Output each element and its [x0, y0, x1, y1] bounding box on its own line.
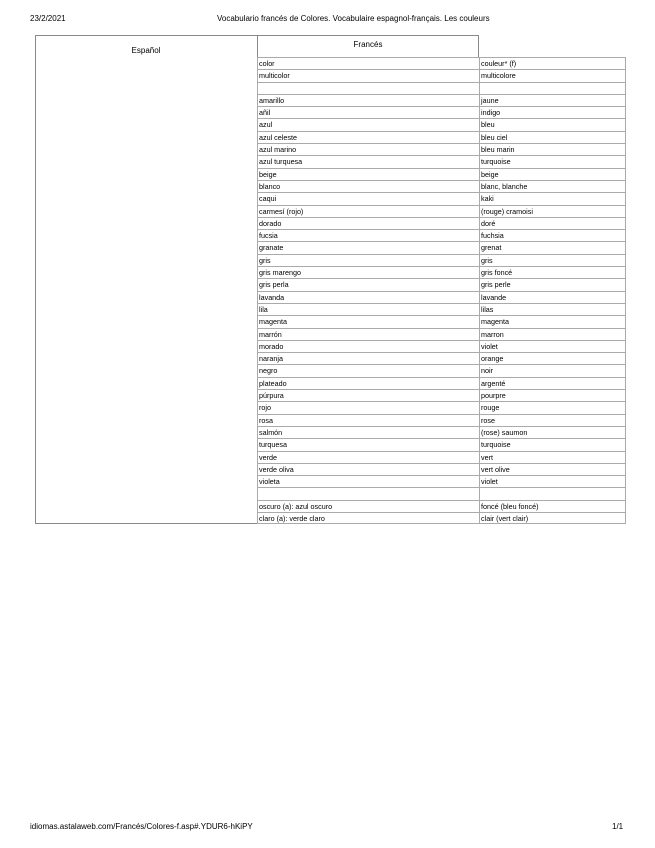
column-header-french: Francés — [353, 40, 383, 49]
table-row — [257, 118, 626, 130]
page-number: 1/1 — [612, 822, 624, 831]
spanish-term: gris perla — [257, 278, 479, 290]
french-term: jaune — [479, 94, 626, 106]
french-term: pourpre — [479, 389, 626, 401]
table-row — [257, 377, 626, 389]
french-term: rouge — [479, 401, 626, 413]
spanish-term: marrón — [257, 328, 479, 340]
table-row — [257, 254, 626, 266]
table-row — [257, 168, 626, 180]
spanish-term: rosa — [257, 414, 479, 426]
table-row — [257, 217, 626, 229]
french-term: (rouge) cramoisi — [479, 205, 626, 217]
spanish-term: azul celeste — [257, 131, 479, 143]
spanish-term: salmón — [257, 426, 479, 438]
french-term: orange — [479, 352, 626, 364]
table-row — [257, 364, 626, 376]
spanish-term: verde — [257, 451, 479, 463]
table-row — [257, 328, 626, 340]
french-term: marron — [479, 328, 626, 340]
french-term: argenté — [479, 377, 626, 389]
table-header — [35, 35, 626, 57]
column-header-spanish: Español — [131, 46, 161, 55]
spanish-term: oscuro (a): azul oscuro — [257, 500, 479, 512]
spanish-term: turquesa — [257, 438, 479, 450]
table-row — [257, 512, 626, 524]
french-term — [479, 82, 626, 94]
spanish-term: verde oliva — [257, 463, 479, 475]
french-term: bleu — [479, 118, 626, 130]
print-date: 23/2/2021 — [30, 14, 66, 23]
table-row — [257, 340, 626, 352]
table-row — [257, 205, 626, 217]
spanish-term: gris marengo — [257, 266, 479, 278]
page-title: Vocabulario francés de Colores. Vocabulaire espagnol-français. Les couleurs — [217, 14, 490, 23]
spanish-term: color — [257, 57, 479, 69]
french-term: vert — [479, 451, 626, 463]
table-row — [257, 414, 626, 426]
french-term: (rose) saumon — [479, 426, 626, 438]
table-row — [257, 291, 626, 303]
french-term: gris — [479, 254, 626, 266]
spanish-term: naranja — [257, 352, 479, 364]
spanish-term: carmesí (rojo) — [257, 205, 479, 217]
table-row — [257, 426, 626, 438]
table-row — [257, 451, 626, 463]
spanish-term: multicolor — [257, 69, 479, 81]
table-row — [257, 266, 626, 278]
table-row — [257, 94, 626, 106]
table-row — [257, 241, 626, 253]
french-term: bleu ciel — [479, 131, 626, 143]
spanish-term: añil — [257, 106, 479, 118]
spanish-term — [257, 487, 479, 499]
spanish-term: morado — [257, 340, 479, 352]
french-term — [479, 487, 626, 499]
spanish-term: blanco — [257, 180, 479, 192]
french-term: lilas — [479, 303, 626, 315]
french-term: turquoise — [479, 155, 626, 167]
french-term: noir — [479, 364, 626, 376]
french-term: multicolore — [479, 69, 626, 81]
french-term: violet — [479, 340, 626, 352]
french-term: gris foncé — [479, 266, 626, 278]
table-row — [257, 463, 626, 475]
french-term: indigo — [479, 106, 626, 118]
spanish-term: azul turquesa — [257, 155, 479, 167]
table-row — [257, 143, 626, 155]
table-row — [257, 389, 626, 401]
spanish-term: plateado — [257, 377, 479, 389]
spanish-term: beige — [257, 168, 479, 180]
table-row — [257, 131, 626, 143]
french-term: blanc, blanche — [479, 180, 626, 192]
spanish-term: claro (a): verde claro — [257, 512, 479, 524]
table-row — [257, 278, 626, 290]
french-term: foncé (bleu foncé) — [479, 500, 626, 512]
table-body — [35, 57, 626, 524]
table-row — [257, 192, 626, 204]
table-row — [257, 315, 626, 327]
spanish-term: púrpura — [257, 389, 479, 401]
spanish-term: amarillo — [257, 94, 479, 106]
spanish-column-blank — [35, 57, 257, 524]
french-term: lavande — [479, 291, 626, 303]
spanish-term: granate — [257, 241, 479, 253]
spanish-term: violeta — [257, 475, 479, 487]
spanish-term: lavanda — [257, 291, 479, 303]
source-url: idiomas.astalaweb.com/Francés/Colores-f.asp#.YDUR6-hKiPY — [30, 822, 253, 831]
spanish-term: fucsia — [257, 229, 479, 241]
spanish-term: negro — [257, 364, 479, 376]
french-term: bleu marin — [479, 143, 626, 155]
french-term: beige — [479, 168, 626, 180]
french-term: fuchsia — [479, 229, 626, 241]
french-term: grenat — [479, 241, 626, 253]
spanish-term: azul — [257, 118, 479, 130]
table-row — [257, 500, 626, 512]
table-row — [257, 352, 626, 364]
french-term: clair (vert clair) — [479, 512, 626, 524]
french-term: violet — [479, 475, 626, 487]
table-row — [257, 82, 626, 94]
table-row — [257, 229, 626, 241]
table-row — [257, 303, 626, 315]
vocabulary-table — [35, 35, 626, 524]
table-row — [257, 180, 626, 192]
french-term: doré — [479, 217, 626, 229]
spanish-term: gris — [257, 254, 479, 266]
spanish-term — [257, 82, 479, 94]
table-row — [257, 438, 626, 450]
french-term: rose — [479, 414, 626, 426]
french-term: magenta — [479, 315, 626, 327]
table-row — [257, 487, 626, 499]
french-term: vert olive — [479, 463, 626, 475]
table-row — [257, 57, 626, 69]
spanish-term: rojo — [257, 401, 479, 413]
spanish-term: magenta — [257, 315, 479, 327]
french-term: gris perle — [479, 278, 626, 290]
spanish-term: lila — [257, 303, 479, 315]
french-term: couleur* (f) — [479, 57, 626, 69]
table-row — [257, 475, 626, 487]
table-row — [257, 106, 626, 118]
french-term: turquoise — [479, 438, 626, 450]
french-term: kaki — [479, 192, 626, 204]
table-row — [257, 401, 626, 413]
spanish-term: dorado — [257, 217, 479, 229]
table-row — [257, 69, 626, 81]
spanish-term: caqui — [257, 192, 479, 204]
spanish-term: azul marino — [257, 143, 479, 155]
table-row — [257, 155, 626, 167]
